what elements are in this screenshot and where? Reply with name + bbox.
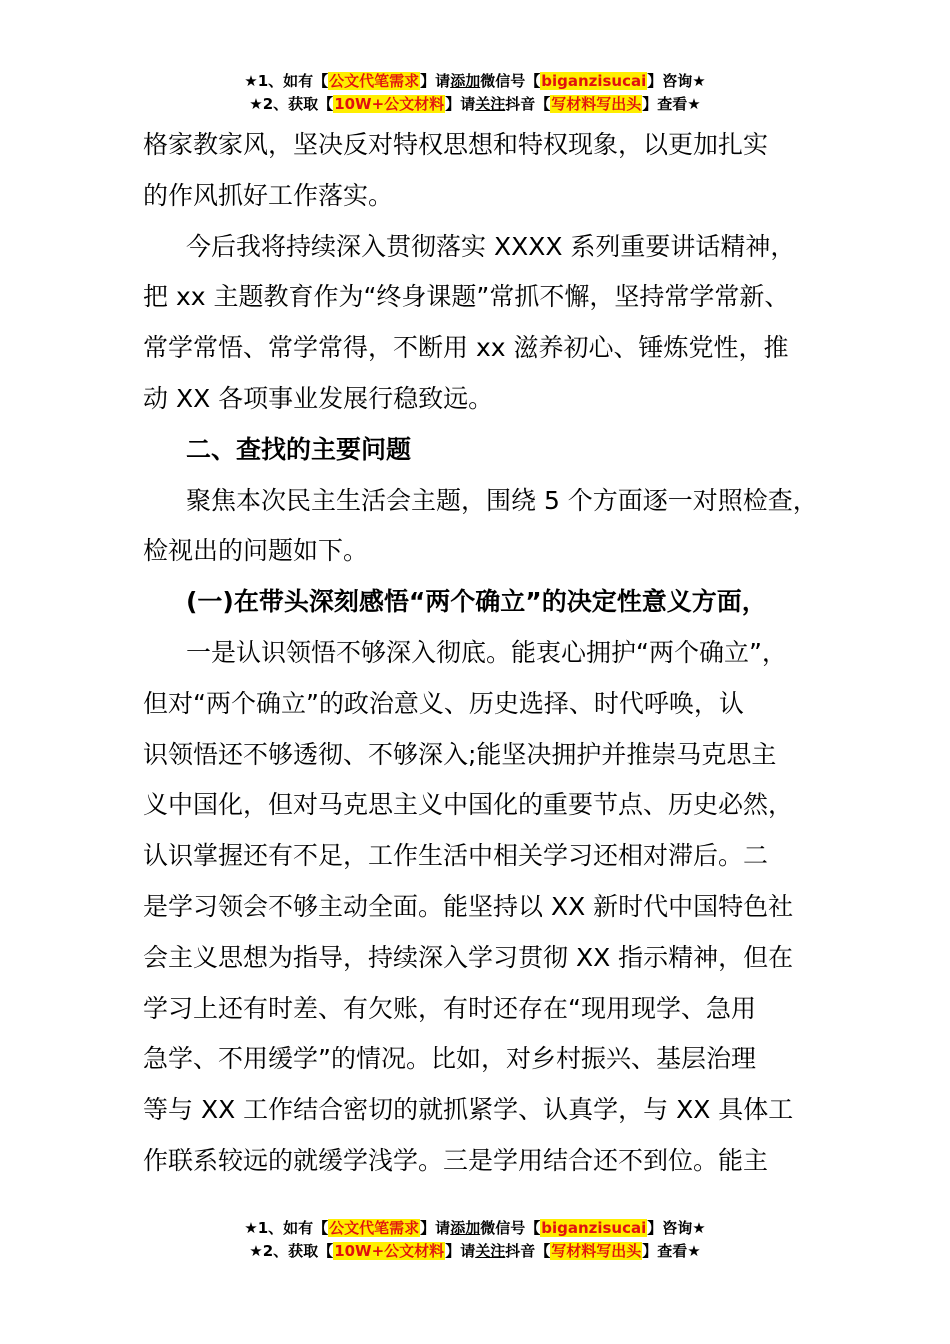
body-line: 认识掌握还有不足，工作生活中相关学习还相对滞后。二 bbox=[143, 841, 769, 871]
promo-text: 】请 bbox=[420, 1219, 451, 1237]
body-line: 但对“两个确立”的政治意义、历史选择、时代呼唤，认 bbox=[143, 688, 744, 718]
promo-text: 】查看★ bbox=[642, 95, 701, 113]
promo-highlight: 10W+公文材料 bbox=[334, 95, 445, 113]
promo-text: 抖音【 bbox=[505, 1242, 551, 1260]
promo-highlight: 公文代笔需求 bbox=[329, 72, 420, 90]
promo-text: ★1、如有【 bbox=[244, 72, 329, 90]
body-line: 作联系较远的就缓学浅学。三是学用结合还不到位。能主 bbox=[143, 1145, 769, 1175]
promo-text: ★2、获取【 bbox=[249, 1242, 334, 1260]
promo-line-2 bbox=[0, 1240, 950, 1263]
body-line: 今后我将持续深入贯彻落实 XXXX 系列重要讲话精神， bbox=[186, 231, 796, 261]
promo-banner-top bbox=[0, 70, 950, 116]
promo-highlight: 公文代笔需求 bbox=[329, 1219, 420, 1237]
promo-emphasis: 添加 bbox=[450, 1219, 481, 1237]
promo-highlight: 写材料写出头 bbox=[551, 1242, 642, 1260]
promo-text: 抖音【 bbox=[505, 95, 551, 113]
promo-emphasis: 添加 bbox=[450, 72, 481, 90]
body-line: 聚焦本次民主生活会主题，围绕 5 个方面逐一对照检查， bbox=[186, 485, 818, 515]
promo-text: ★2、获取【 bbox=[249, 95, 334, 113]
body-line: 的作风抓好工作落实。 bbox=[143, 180, 394, 210]
promo-line-1 bbox=[0, 70, 950, 93]
body-line: 把 xx 主题教育作为“终身课题”常抓不懈，坚持常学常新、 bbox=[143, 282, 790, 312]
promo-text: ★1、如有【 bbox=[244, 1219, 329, 1237]
body-line: 义中国化，但对马克思主义中国化的重要节点、历史必然， bbox=[143, 790, 794, 820]
promo-line-2 bbox=[0, 93, 950, 116]
promo-highlight: 10W+公文材料 bbox=[334, 1242, 445, 1260]
body-line: 检视出的问题如下。 bbox=[143, 536, 369, 566]
promo-text: 】请 bbox=[420, 72, 451, 90]
promo-highlight: biganzisucai bbox=[541, 1219, 647, 1237]
promo-line-1 bbox=[0, 1217, 950, 1240]
body-line: 识领悟还不够透彻、不够深入;能坚决拥护并推崇马克思主 bbox=[143, 739, 777, 769]
promo-text: 】咨询★ bbox=[647, 72, 706, 90]
body-line: 常学常悟、常学常得，不断用 xx 滋养初心、锤炼党性，推 bbox=[143, 333, 789, 363]
promo-emphasis: 关注 bbox=[475, 1242, 506, 1260]
body-line: 是学习领会不够主动全面。能坚持以 XX 新时代中国特色社 bbox=[143, 891, 794, 921]
promo-banner-bottom bbox=[0, 1217, 950, 1263]
promo-text: 】请 bbox=[445, 95, 476, 113]
body-line: 急学、不用缓学”的情况。比如，对乡村振兴、基层治理 bbox=[143, 1044, 756, 1074]
promo-text: 】请 bbox=[445, 1242, 476, 1260]
promo-text: 】查看★ bbox=[642, 1242, 701, 1260]
body-line: 等与 XX 工作结合密切的就抓紧学、认真学，与 XX 具体工 bbox=[143, 1095, 794, 1125]
body-line: 学习上还有时差、有欠账，有时还存在“现用现学、急用 bbox=[143, 993, 756, 1023]
body-line: 动 XX 各项事业发展行稳致远。 bbox=[143, 383, 494, 413]
promo-emphasis: 关注 bbox=[475, 95, 506, 113]
promo-text: 微信号【 bbox=[480, 72, 541, 90]
section-heading: 二、查找的主要问题 bbox=[186, 434, 412, 464]
promo-highlight: biganzisucai bbox=[541, 72, 647, 90]
body-line: 格家教家风，坚决反对特权思想和特权现象，以更加扎实 bbox=[143, 130, 769, 159]
body-line: 一是认识领悟不够深入彻底。能衷心拥护“两个确立”， bbox=[186, 637, 787, 667]
promo-highlight: 写材料写出头 bbox=[551, 95, 642, 113]
body-line: 会主义思想为指导，持续深入学习贯彻 XX 指示精神，但在 bbox=[143, 942, 794, 972]
promo-text: 微信号【 bbox=[480, 1219, 541, 1237]
promo-text: 】咨询★ bbox=[647, 1219, 706, 1237]
subsection-heading: (一)在带头深刻感悟“两个确立”的决定性意义方面， bbox=[186, 587, 767, 617]
document-body bbox=[143, 120, 823, 1187]
